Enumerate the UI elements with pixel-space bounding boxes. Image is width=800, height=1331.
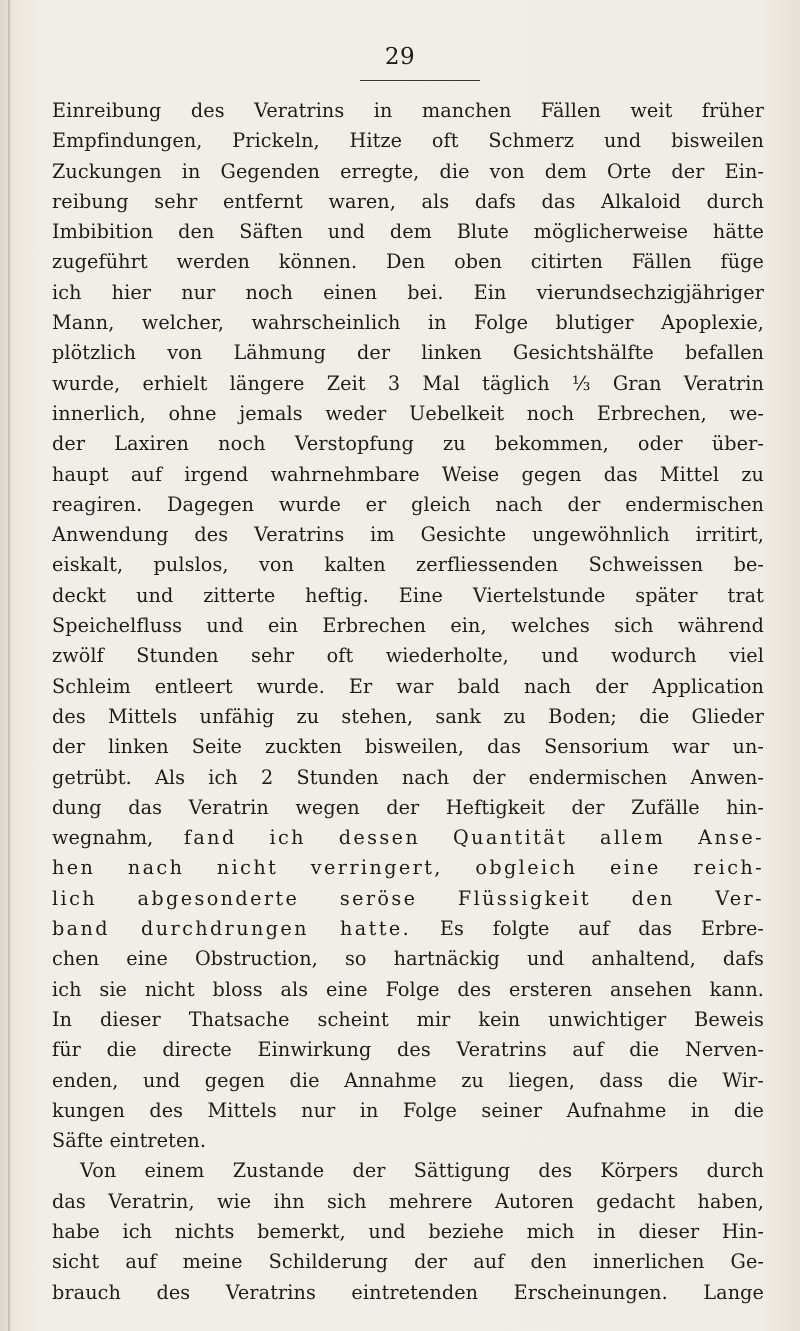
text-line: Schleim entleert wurde. Er war bald nach der Application: [52, 674, 764, 698]
text-line: enden, und gegen die Annahme zu liegen, dass die Wir-: [52, 1068, 764, 1092]
text-line: Anwendung des Veratrins im Gesichte ungewöhnlich irritirt,: [52, 523, 764, 547]
text-line-emphasized: [52, 823, 764, 853]
text-line-emphasized: [52, 914, 764, 944]
text-line: kungen des Mittels nur in Folge seiner Aufnahme in die: [52, 1098, 764, 1122]
text-line-emphasized: lich abgesonderte seröse Flüssigkeit den Ver-: [52, 886, 764, 910]
text-line: das Veratrin, wie ihn sich mehrere Autoren gedacht haben,: [52, 1189, 764, 1213]
text-line: ich sie nicht bloss als eine Folge des ersteren ansehen kann.: [52, 977, 764, 1001]
text-run: wegnahm,: [52, 826, 184, 850]
header-rule: [360, 80, 480, 81]
text-line: ich hier nur noch einen bei. Ein vierundsechzigjähriger: [52, 280, 764, 304]
text-line: der Laxiren noch Verstopfung zu bekommen, oder über-: [52, 432, 764, 456]
text-line: Speichelfluss und ein Erbrechen ein, welches sich während: [52, 614, 764, 638]
text-line-paragraph-end: Säfte eintreten.: [52, 1129, 207, 1153]
text-line: zwölf Stunden sehr oft wiederholte, und wodurch viel: [52, 644, 764, 668]
text-line: innerlich, ohne jemals weder Uebelkeit noch Erbrechen, we-: [52, 401, 764, 425]
body-text: [52, 96, 764, 1308]
text-line: reibung sehr entfernt waren, als dafs das Alkaloid durch: [52, 189, 764, 213]
text-line: brauch des Veratrins eintretenden Erscheinungen. Lange: [52, 1280, 764, 1304]
text-line: dung das Veratrin wegen der Heftigkeit der Zufälle hin-: [52, 795, 764, 819]
text-line: eiskalt, pulslos, von kalten zerfliessenden Schweissen be-: [52, 553, 764, 577]
text-line: reagiren. Dagegen wurde er gleich nach der endermischen: [52, 492, 764, 516]
text-line: habe ich nichts bemerkt, und beziehe mich in dieser Hin-: [52, 1219, 764, 1243]
text-line: Mann, welcher, wahrscheinlich in Folge blutiger Apoplexie,: [52, 311, 764, 335]
text-line: Einreibung des Veratrins in manchen Fällen weit früher: [52, 99, 764, 122]
text-line: Imbibition den Säften und dem Blute möglicherweise hätte: [52, 220, 764, 244]
text-line: zugeführt werden können. Den oben citirten Fällen füge: [52, 250, 764, 274]
text-line: plötzlich von Lähmung der linken Gesichtshälfte befallen: [52, 341, 764, 365]
spaced-emphasis: fand ich dessen Quantität allem Anse-: [183, 826, 764, 850]
text-run: Es folgte auf das Erbre-: [411, 917, 764, 941]
text-line: Empfindungen, Prickeln, Hitze oft Schmerz und bisweilen: [52, 129, 764, 153]
spaced-emphasis: band durchdrungen hatte.: [52, 917, 412, 941]
text-line: der linken Seite zuckten bisweilen, das Sensorium war un-: [52, 735, 764, 759]
text-line: haupt auf irgend wahrnehmbare Weise gegen das Mittel zu: [52, 462, 764, 486]
text-line: sicht auf meine Schilderung der auf den innerlichen Ge-: [52, 1250, 764, 1274]
text-line: des Mittels unfähig zu stehen, sank zu Boden; die Glieder: [52, 704, 764, 728]
text-line: wurde, erhielt längere Zeit 3 Mal täglich ⅓ Gran Veratrin: [52, 371, 764, 395]
text-line: getrübt. Als ich 2 Stunden nach der endermischen Anwen-: [52, 765, 764, 789]
text-line: chen eine Obstruction, so hartnäckig und anhaltend, dafs: [52, 947, 764, 971]
page-number: 29: [384, 44, 416, 70]
text-line: Zuckungen in Gegenden erregte, die von dem Orte der Ein-: [52, 159, 764, 183]
text-line: für die directe Einwirkung des Veratrins auf die Nerven-: [52, 1038, 764, 1062]
binding-edge: [8, 0, 10, 1331]
text-line: In dieser Thatsache scheint mir kein unwichtiger Beweis: [52, 1007, 764, 1031]
text-line-emphasized: hen nach nicht verringert, obgleich eine reich-: [52, 856, 764, 880]
text-line: deckt und zitterte heftig. Eine Viertelstunde später trat: [52, 583, 764, 607]
text-line-paragraph-start: Von einem Zustande der Sättigung des Körpers durch: [80, 1159, 764, 1183]
